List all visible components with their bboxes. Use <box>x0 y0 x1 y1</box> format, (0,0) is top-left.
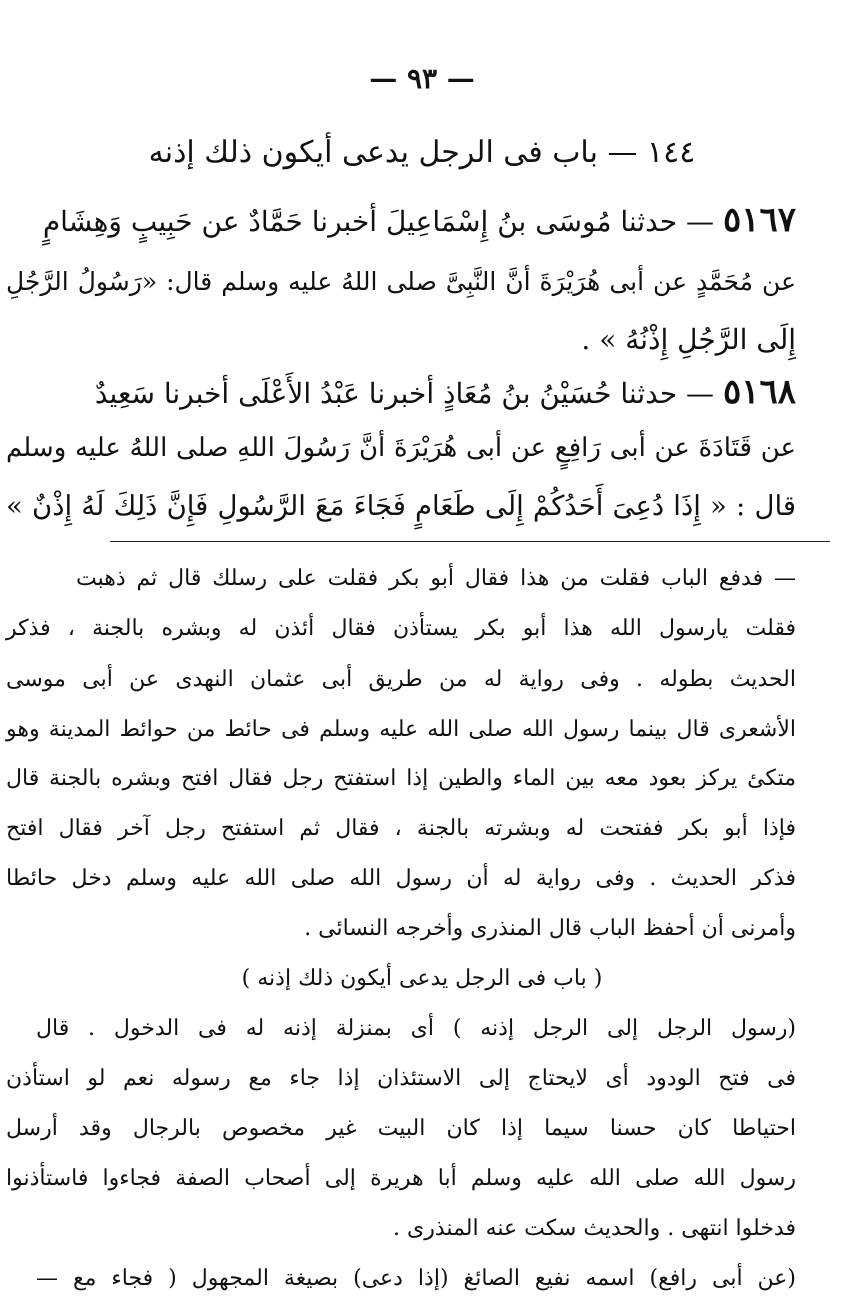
commentary-line: الأشعرى قال بينما رسول الله صلى الله عليه وسلم فى حائط من حوائط المدينة وهو <box>6 717 796 742</box>
footnote-divider <box>110 541 830 542</box>
chapter-heading: ١٤٤ — باب فى الرجل يدعى أيكون ذلك إذنه <box>148 135 696 170</box>
commentary-line: — فدفع الباب فقلت من هذا فقال أبو بكر فقلت على رسلك قال ثم ذهبت <box>76 566 796 591</box>
commentary-line: فذكر الحديث . وفى رواية له أن رسول الله صلى الله عليه وسلم دخل حائطا <box>6 866 796 891</box>
hadith-line-1 <box>6 372 796 414</box>
hadith-line-3: قال : « إِذَا دُعِىَ أَحَدُكُمْ إِلَى طَعَامٍ فَجَاءَ مَعَ الرَّسُولِ فَإِنَّ ذَلِكَ لَهُ إِذْنٌ » <box>6 490 796 522</box>
commentary-line: فى فتح الودود أى لايحتاج إلى الاستئذان إذا جاء مع رسوله نعم لو استأذن <box>6 1066 796 1091</box>
hadith-number: ٥١٦٧ <box>722 200 796 240</box>
hadith-text: — حدثنا حُسَيْنُ بنُ مُعَاذٍ أخبرنا عَبْدُ الأَعْلَى أخبرنا سَعِيدٌ <box>94 377 715 410</box>
hadith-number: ٥١٦٨ <box>722 372 796 412</box>
commentary-line: فقلت يارسول الله هذا أبو بكر يستأذن فقال أئذن له وبشره بالجنة ، فذكر <box>6 616 796 641</box>
hadith-line-2: عن مُحَمَّدٍ عن أبى هُرَيْرَةَ أنَّ النَّبِىَّ صلى اللهُ عليه وسلم قال: «رَسُولُ الرَّجُلِ <box>6 267 796 296</box>
hadith-line-2: عن قَتَادَةَ عن أبى رَافِعٍ عن أبى هُرَيْرَةَ أنَّ رَسُولَ اللهِ صلى اللهُ عليه وسلم <box>6 433 796 463</box>
commentary-line: احتياطا كان حسنا سيما إذا كان البيت غير مخصوص بالرجال وقد أرسل <box>6 1116 796 1141</box>
commentary-line: (رسول الرجل إلى الرجل إذنه ) أى بمنزلة إذنه له فى الدخول . قال <box>36 1016 796 1041</box>
commentary-line: (عن أبى رافع) اسمه نفيع الصائغ (إذا دعى) بصيغة المجهول ( فجاء مع — <box>36 1266 796 1291</box>
hadith-line-1 <box>6 200 796 242</box>
commentary-line: الحديث بطوله . وفى رواية له من طريق أبى عثمان النهدى عن أبى موسى <box>6 667 796 692</box>
commentary-line: متكئ يركز بعود معه بين الماء والطين إذا استفتح رجل فقال افتح وبشره بالجنة قال <box>6 766 796 791</box>
commentary-line: فدخلوا انتهى . والحديث سكت عنه المنذرى . <box>393 1216 796 1241</box>
hadith-text: — حدثنا مُوسَى بنُ إِسْمَاعِيلَ أخبرنا حَمَّادٌ عن حَبِيبٍ وَهِشَامٍ <box>42 205 715 238</box>
commentary-line: فإذا أبو بكر ففتحت له وبشرته بالجنة ، فقال ثم استفتح رجل آخر فقال افتح <box>6 816 796 841</box>
page-number: — ٩٣ — <box>369 62 475 95</box>
commentary-line: رسول الله صلى الله عليه وسلم أبا هريرة إلى أصحاب الصفة فجاءوا فاستأذنوا <box>6 1166 796 1191</box>
commentary-subheading: ( باب فى الرجل يدعى أيكون ذلك إذنه ) <box>241 966 603 991</box>
commentary-line: وأمرنى أن أحفظ الباب قال المنذرى وأخرجه النسائى . <box>304 916 796 941</box>
hadith-line-3: إِلَى الرَّجُلِ إِذْنُهُ » . <box>581 323 796 356</box>
